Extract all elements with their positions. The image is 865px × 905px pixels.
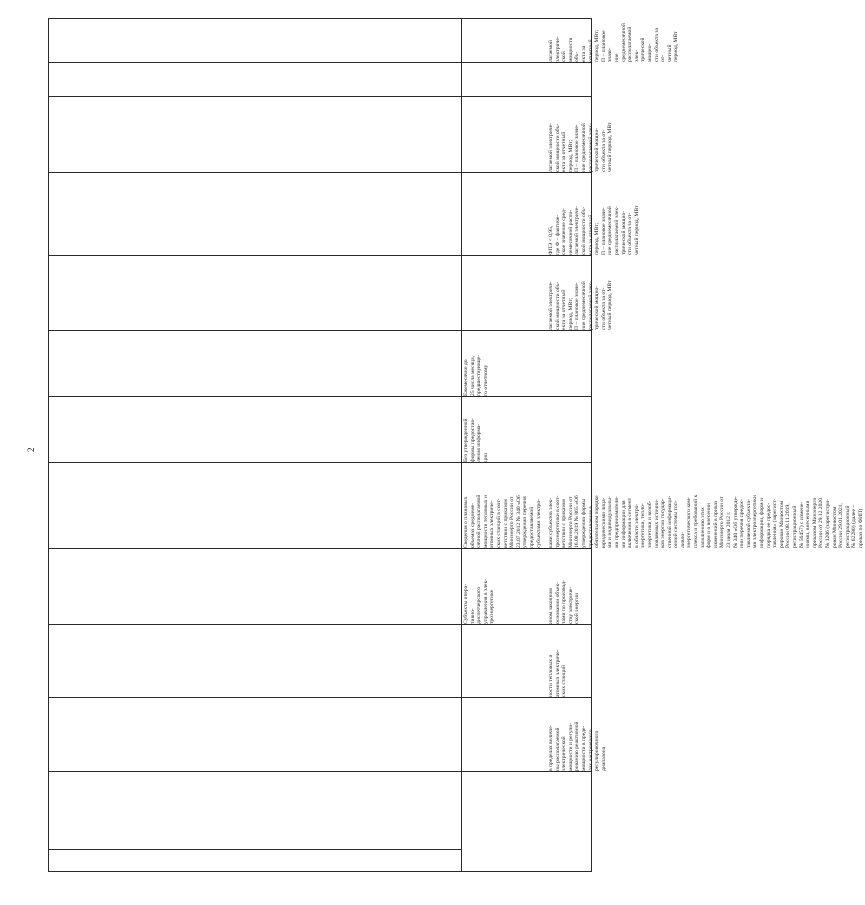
table-cell bbox=[463, 625, 547, 697]
table-border-left bbox=[48, 18, 49, 872]
table-cell: ФПЭ < 0,95, где Ф – фактиче- ское значение сред- немесячной распо- лагаемой электриче- ской мощности объ- екта за отчетный период, МВт; П – плановое значе- ние среднемесячной располагаемой элек- трической мощно- сти объекта за от- четный период, МВт bbox=[548, 205, 640, 255]
table-cell: Сведения о плановых объемах среднеме- сячной располагаемой мощности тепловых и атомных электриче- ских станций в соот- ветствии с приказом Минэнерго России от 23.07.2012 № 340 «Об утверждении перечня предоставляемой субъектами электро- bbox=[463, 494, 542, 548]
row-divider bbox=[461, 18, 462, 872]
table-cell: Ежемесячно до 25 числа месяца, предшествующе- го отчетному bbox=[463, 355, 489, 396]
table-cell: Субъекты опера- тивно- диспетчерского управления в элек- троэнергетике bbox=[463, 578, 496, 624]
page-number: 2 bbox=[26, 447, 36, 452]
table-cell bbox=[463, 695, 547, 771]
column-divider bbox=[48, 548, 592, 549]
table-border-bottom bbox=[48, 871, 592, 872]
column-divider bbox=[48, 462, 592, 463]
table-cell: ином законном основании объек- тами по производ- ству электриче- ской энергии bbox=[548, 580, 581, 624]
table-cell: в пределах величи- ны располагаемой электрической мощности и регули- рованию реактивной мощности в преде- лах настроечного регулировочного диапазона bbox=[548, 721, 607, 771]
column-divider bbox=[48, 96, 592, 97]
column-divider bbox=[48, 172, 592, 173]
column-divider bbox=[48, 62, 592, 63]
table-cell: ности тепловых и атомных электриче- ских станций bbox=[548, 649, 568, 697]
table-cell: ками субъектов элек- троэнергетики в соот- ветствии с приказом Минэнерго России от 16.08.2019 № 865 «Об утверждении формы предоставления в обязательном порядке юридическими лица- ми и индивидуальны- ми предпринимателя- ми информации для включения в сегмент в области электро- энергетики, тепло- энергетики и возоб- новляемых источни- ков энергии государ- ственной информаци- онной системы топ- ливно- энергетического ком- плекса и требований к заполнению этих форм и о внесении изменений в приказ Минэнерго России от 23 июля 2012 г. № 340 «Об утвержде- нии перечня предос- тавляемой субъекта- ми электроэнергетики информации, форм и порядка ее предос- тавления» (зарегист- рирован Минюстом России 08.11.2019, регистрационный № 56457) с измене- ниями, внесенными приказом Минэнерго России от 29.12.2020 № 1206 (зарегистри- рован Минюстом России 29.01.2021, регистрационный № 62280) (далее – приказ по ФИП) bbox=[548, 494, 864, 548]
table-cell: лагаемой электриче- ской мощности объ- екта за отчетный период, МВт; П – плановое значе- ние среднемесячной располагаемой элек- трической мощно- сти объекта за от- четный период, МВт bbox=[548, 280, 614, 330]
table-border-top bbox=[48, 18, 592, 19]
column-divider bbox=[48, 255, 592, 256]
table-cell bbox=[548, 330, 632, 396]
column-divider bbox=[48, 771, 592, 772]
table-cell: Без утвержденной формы предостав- ления информа- ции bbox=[463, 418, 489, 462]
column-divider bbox=[48, 849, 461, 850]
table-cell: лагаемой электриче- ской мощности объ- екта за отчетный период, МВт; П – плановое значе- ние среднемесячной располагаемой элек- трической мощно- сти объекта за от- четный период, МВт bbox=[548, 23, 680, 62]
table-cell: лагаемой электриче- ской мощности объ- екта за отчетный период, МВт; П – плановое значе- ние среднемесячной располагаемой элек- трической мощно- сти объекта за от- четный период, МВт bbox=[548, 122, 614, 172]
